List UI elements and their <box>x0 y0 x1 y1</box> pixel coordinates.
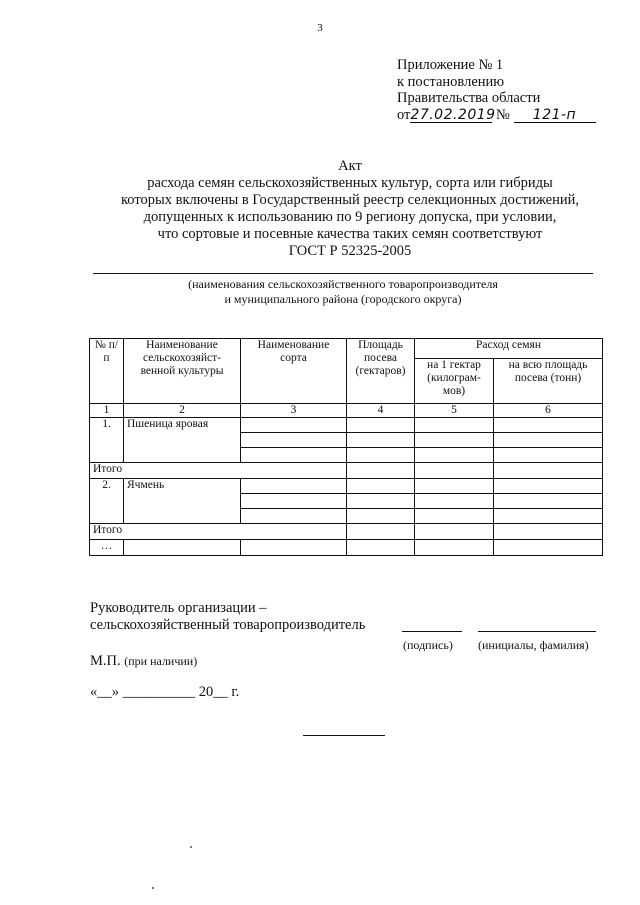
row-num: 1. <box>90 418 124 463</box>
document-title <box>60 158 640 260</box>
end-divider <box>303 735 385 736</box>
stamp-line <box>90 653 197 670</box>
handwritten-number: 121-п <box>514 108 596 123</box>
appendix-line-1: Приложение № 1 <box>397 57 504 73</box>
total-label: Итого <box>90 524 347 540</box>
signature-line-1: Руководитель организации – <box>90 600 267 616</box>
producer-caption-line-2: и муниципального района (городского округа) <box>224 291 462 306</box>
col-number-5: 5 <box>415 404 494 418</box>
title-line-2: расхода семян сельскохозяйственных культур, сорта или гибриды <box>147 175 553 191</box>
col-number-4: 4 <box>347 404 415 418</box>
appendix-line-3: Правительства области <box>397 90 541 106</box>
header-seed-use: Расход семян <box>415 339 603 359</box>
appendix-block <box>397 57 596 123</box>
scan-speck <box>152 887 154 889</box>
header-num: № п/п <box>90 339 124 404</box>
signature-block <box>90 600 365 634</box>
title-line-4: допущенных к использованию по 9 региону допуска, при условии, <box>143 209 557 225</box>
name-caption: (инициалы, фамилия) <box>478 638 589 652</box>
title-line-1: Акт <box>338 158 362 174</box>
table-row <box>90 540 603 556</box>
col-number-2: 2 <box>124 404 241 418</box>
appendix-date-line <box>397 107 596 124</box>
total-label: Итого <box>90 463 347 479</box>
number-prefix: № <box>496 106 510 123</box>
page-number: 3 <box>317 22 323 34</box>
scan-speck <box>190 846 192 848</box>
row-crop: Пшеница яровая <box>124 418 241 463</box>
signature-line-2: сельскохозяйственный товаропроизводитель <box>90 617 366 633</box>
header-variety: Наименование сорта <box>241 339 347 404</box>
appendix-line-2: к постановлению <box>397 73 505 90</box>
col-number-3: 3 <box>241 404 347 418</box>
table-row <box>90 479 603 494</box>
name-field-line <box>478 631 596 632</box>
seed-usage-table <box>89 338 603 556</box>
date-line: «__» __________ 20__ г. <box>90 684 240 700</box>
producer-caption <box>93 277 593 306</box>
title-line-5: что сортовые и посевные качества таких семян соответствуют <box>157 226 543 242</box>
title-line-6: ГОСТ Р 52325-2005 <box>288 243 412 259</box>
table-row <box>90 418 603 433</box>
total-row <box>90 463 603 479</box>
signature-caption: (подпись) <box>403 638 453 652</box>
col-number-6: 6 <box>494 404 603 418</box>
handwritten-date: 27.02.2019 <box>410 106 496 123</box>
signature-field-line <box>402 631 462 632</box>
header-crop: Наименование сельскохозяйст-венной культуры <box>124 339 241 404</box>
total-row <box>90 524 603 540</box>
stamp-note: (при наличии) <box>124 654 198 668</box>
header-area: Площадь посева (гектаров) <box>347 339 415 404</box>
producer-caption-line-1: (наименования сельскохозяйственного товаропроизводителя <box>188 277 498 291</box>
row-num: 2. <box>90 479 124 524</box>
row-crop: Ячмень <box>124 479 241 524</box>
date-prefix: от <box>397 106 411 123</box>
producer-name-line <box>93 273 593 274</box>
title-line-3: которых включены в Государственный реестр селекционных достижений, <box>120 192 579 208</box>
ellipsis-cell: … <box>90 540 124 556</box>
stamp-label: М.П. <box>90 653 121 669</box>
header-per-hectare: на 1 гектар (килограм-мов) <box>415 359 494 404</box>
col-number-1: 1 <box>90 404 124 418</box>
header-total-area: на всю площадь посева (тонн) <box>494 359 603 404</box>
